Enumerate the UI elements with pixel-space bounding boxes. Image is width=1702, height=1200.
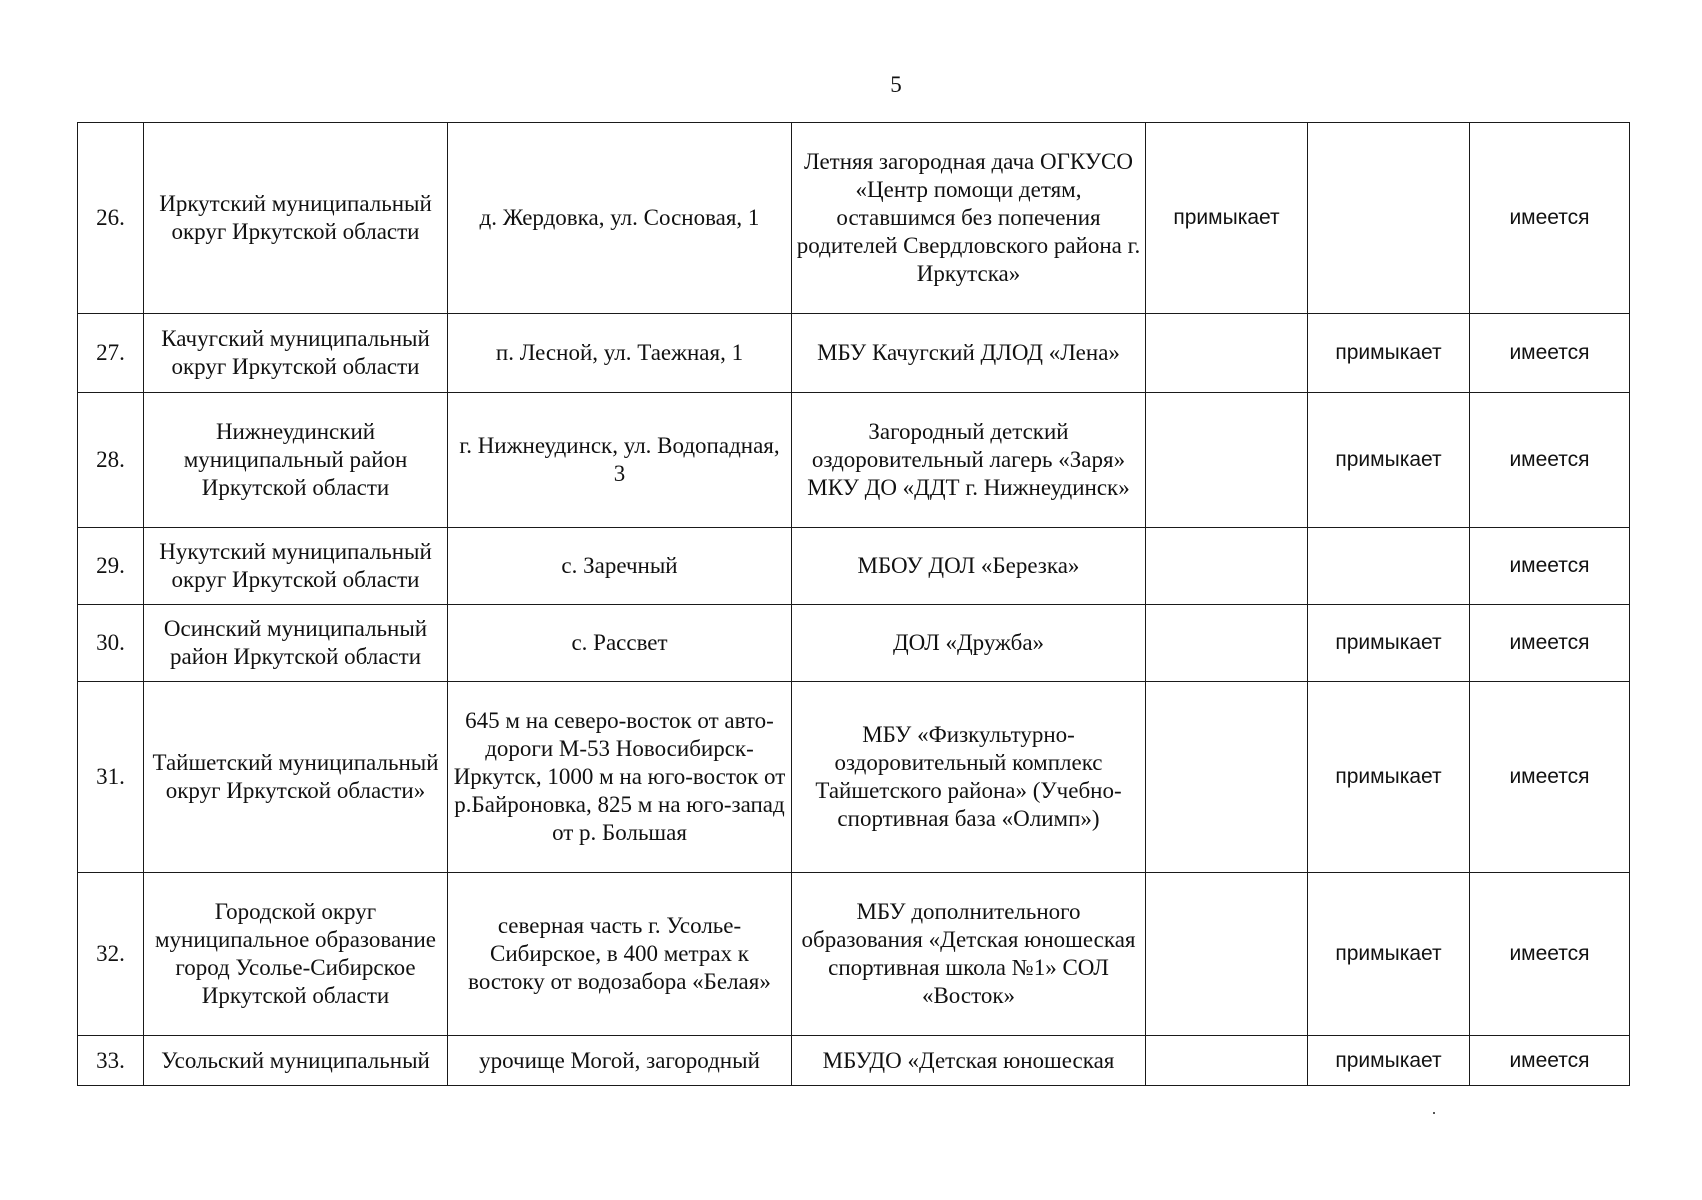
adjacency-cell [1146, 873, 1308, 1036]
table-row [78, 528, 1630, 605]
row-number: 31. [78, 682, 144, 873]
organization-cell: ДОЛ «Дружба» [792, 605, 1146, 682]
scan-speck [1433, 1112, 1435, 1114]
row-number: 27. [78, 314, 144, 393]
municipality-cell: Нукутский муниципальный округ Иркутской области [144, 528, 448, 605]
row-number: 28. [78, 393, 144, 528]
municipality-cell: Качугский муниципальный округ Иркутской области [144, 314, 448, 393]
availability-cell: имеется [1470, 605, 1630, 682]
table-row [78, 605, 1630, 682]
availability-cell: имеется [1470, 528, 1630, 605]
page-number: 5 [890, 72, 902, 97]
camps-table [77, 122, 1630, 1086]
table-row [78, 682, 1630, 873]
municipality-cell: Осинский муниципальный район Иркутской области [144, 605, 448, 682]
municipality-cell: Усольский муниципальный [144, 1036, 448, 1086]
address-cell: д. Жердовка, ул. Сосновая, 1 [448, 123, 792, 314]
adjacency-cell [1146, 605, 1308, 682]
availability-cell: имеется [1470, 314, 1630, 393]
adjacency-cell: примыкает [1146, 123, 1308, 314]
municipality-cell: Иркутский муниципальный округ Иркутской области [144, 123, 448, 314]
municipality-cell: Тайшетский муниципальный округ Иркутской области» [144, 682, 448, 873]
row-number: 29. [78, 528, 144, 605]
address-cell: г. Нижнеудинск, ул. Водопадная, 3 [448, 393, 792, 528]
organization-cell: Летняя загородная дача ОГКУСО «Центр помощи детям, оставшимся без попечения родителей Свердловского района г. Иркутска» [792, 123, 1146, 314]
row-number: 26. [78, 123, 144, 314]
address-cell: 645 м на северо-восток от авто-дороги М-53 Новосибирск-Иркутск, 1000 м на юго-восток от р.Байроновка, 825 м на юго-запад от р. Большая [448, 682, 792, 873]
adjacency-cell [1146, 1036, 1308, 1086]
organization-cell: МБУДО «Детская юношеская [792, 1036, 1146, 1086]
adjacency-cell-2: примыкает [1308, 1036, 1470, 1086]
table-row [78, 873, 1630, 1036]
organization-cell: МБУ дополнительного образования «Детская юношеская спортивная школа №1» СОЛ «Восток» [792, 873, 1146, 1036]
organization-cell: Загородный детский оздоровительный лагерь «Заря» МКУ ДО «ДДТ г. Нижнеудинск» [792, 393, 1146, 528]
address-cell: урочище Могой, загородный [448, 1036, 792, 1086]
municipality-cell: Городской округ муниципальное образование город Усолье-Сибирское Иркутской области [144, 873, 448, 1036]
row-number: 33. [78, 1036, 144, 1086]
table-row [78, 1036, 1630, 1086]
availability-cell: имеется [1470, 873, 1630, 1036]
organization-cell: МБУ Качугский ДЛОД «Лена» [792, 314, 1146, 393]
availability-cell: имеется [1470, 682, 1630, 873]
adjacency-cell [1146, 528, 1308, 605]
adjacency-cell [1146, 682, 1308, 873]
adjacency-cell-2 [1308, 123, 1470, 314]
adjacency-cell-2: примыкает [1308, 393, 1470, 528]
availability-cell: имеется [1470, 393, 1630, 528]
table-row [78, 123, 1630, 314]
table-row [78, 393, 1630, 528]
adjacency-cell [1146, 393, 1308, 528]
adjacency-cell-2: примыкает [1308, 682, 1470, 873]
organization-cell: МБУ «Физкультурно-оздоровительный комплекс Тайшетского района» (Учебно-спортивная база «Олимп») [792, 682, 1146, 873]
address-cell: северная часть г. Усолье-Сибирское, в 400 метрах к востоку от водозабора «Белая» [448, 873, 792, 1036]
adjacency-cell-2: примыкает [1308, 605, 1470, 682]
address-cell: с. Заречный [448, 528, 792, 605]
table-row [78, 314, 1630, 393]
adjacency-cell-2: примыкает [1308, 873, 1470, 1036]
address-cell: п. Лесной, ул. Таежная, 1 [448, 314, 792, 393]
municipality-cell: Нижнеудинский муниципальный район Иркутской области [144, 393, 448, 528]
row-number: 32. [78, 873, 144, 1036]
address-cell: с. Рассвет [448, 605, 792, 682]
adjacency-cell [1146, 314, 1308, 393]
adjacency-cell-2 [1308, 528, 1470, 605]
availability-cell: имеется [1470, 1036, 1630, 1086]
organization-cell: МБОУ ДОЛ «Березка» [792, 528, 1146, 605]
row-number: 30. [78, 605, 144, 682]
adjacency-cell-2: примыкает [1308, 314, 1470, 393]
availability-cell: имеется [1470, 123, 1630, 314]
